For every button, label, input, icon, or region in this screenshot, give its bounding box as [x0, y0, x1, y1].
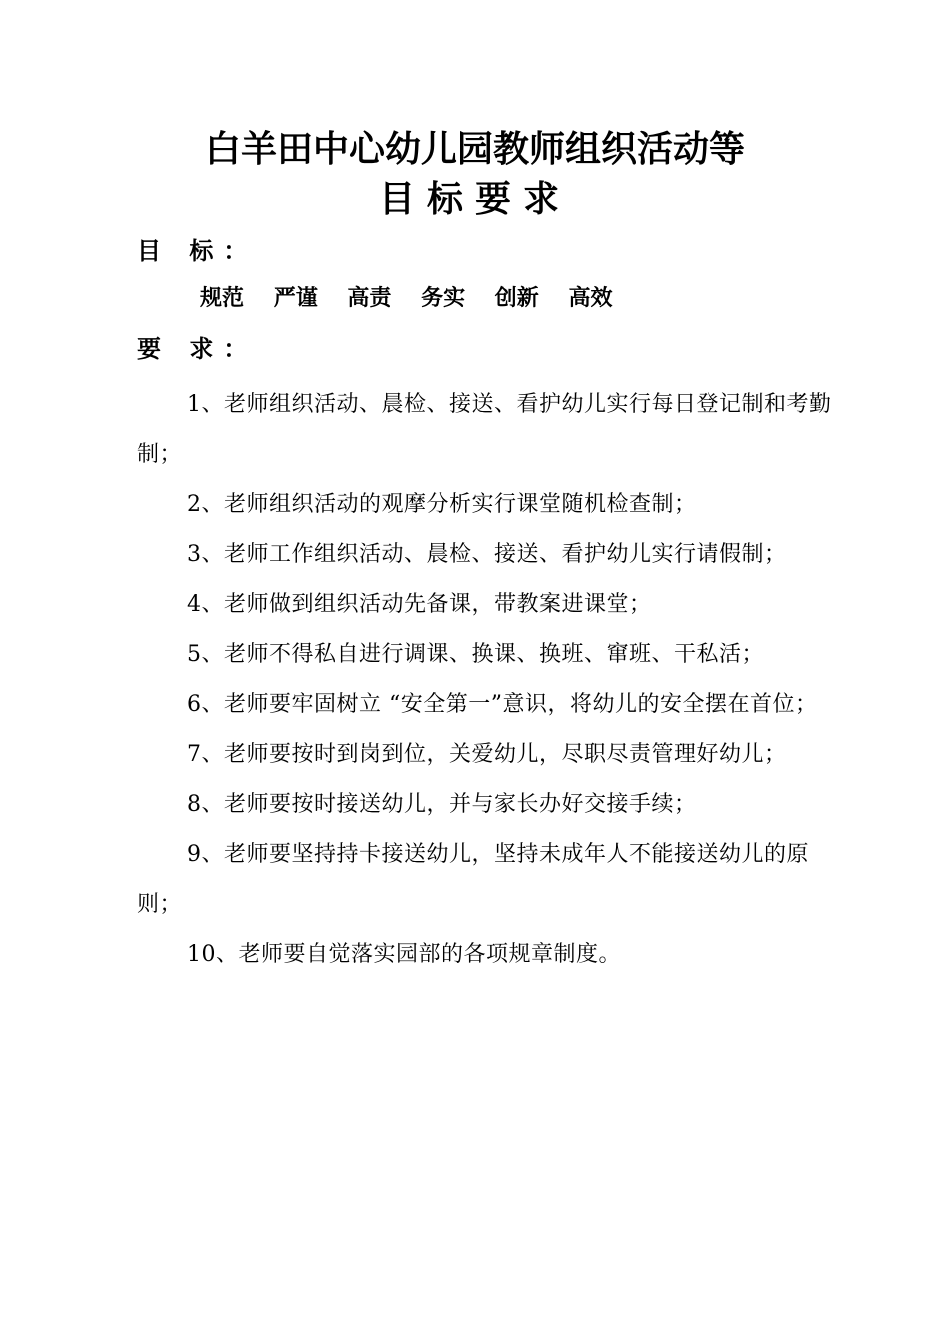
- requirement-item: 5、老师不得私自进行调课、换课、换班、窜班、干私活；: [187, 642, 764, 667]
- requirement-item: 8、老师要按时接送幼儿，并与家长办好交接手续；: [187, 792, 697, 817]
- document-title-line1: 白羊田中心幼儿园教师组织活动等: [204, 129, 745, 170]
- requirement-item: 3、老师工作组织活动、晨检、接送、看护幼儿实行请假制；: [187, 542, 787, 567]
- requirement-item: 2、老师组织活动的观摩分析实行课堂随机检查制；: [187, 492, 697, 517]
- document-title-line2: 目标要求: [378, 179, 571, 220]
- requirement-item: 7、老师要按时到岗到位，关爱幼儿，尽职尽责管理好幼儿；: [187, 742, 787, 767]
- goal-heading: 目 标：: [137, 236, 258, 265]
- goal-item: 高效: [568, 286, 613, 311]
- requirement-item: 1、老师组织活动、晨检、接送、看护幼儿实行每日登记制和考勤制；: [137, 392, 832, 467]
- requirement-item: 4、老师做到组织活动先备课，带教案进课堂；: [187, 592, 652, 617]
- goal-item: 创新: [494, 286, 539, 311]
- requirements-heading: 要 求：: [137, 334, 258, 363]
- goal-list: [200, 284, 634, 314]
- requirement-item: 9、老师要坚持持卡接送幼儿，坚持未成年人不能接送幼儿的原则；: [137, 842, 809, 917]
- requirement-item: 6、老师要牢固树立 “安全第一”意识，将幼儿的安全摆在首位；: [187, 692, 818, 717]
- goal-item: 高责: [347, 286, 392, 311]
- requirements-list: [137, 380, 843, 980]
- goal-item: 严谨: [273, 286, 318, 311]
- goal-item: 规范: [200, 286, 245, 311]
- goal-item: 务实: [421, 286, 466, 311]
- requirement-item: 10、老师要自觉落实园部的各项规章制度。: [187, 942, 621, 967]
